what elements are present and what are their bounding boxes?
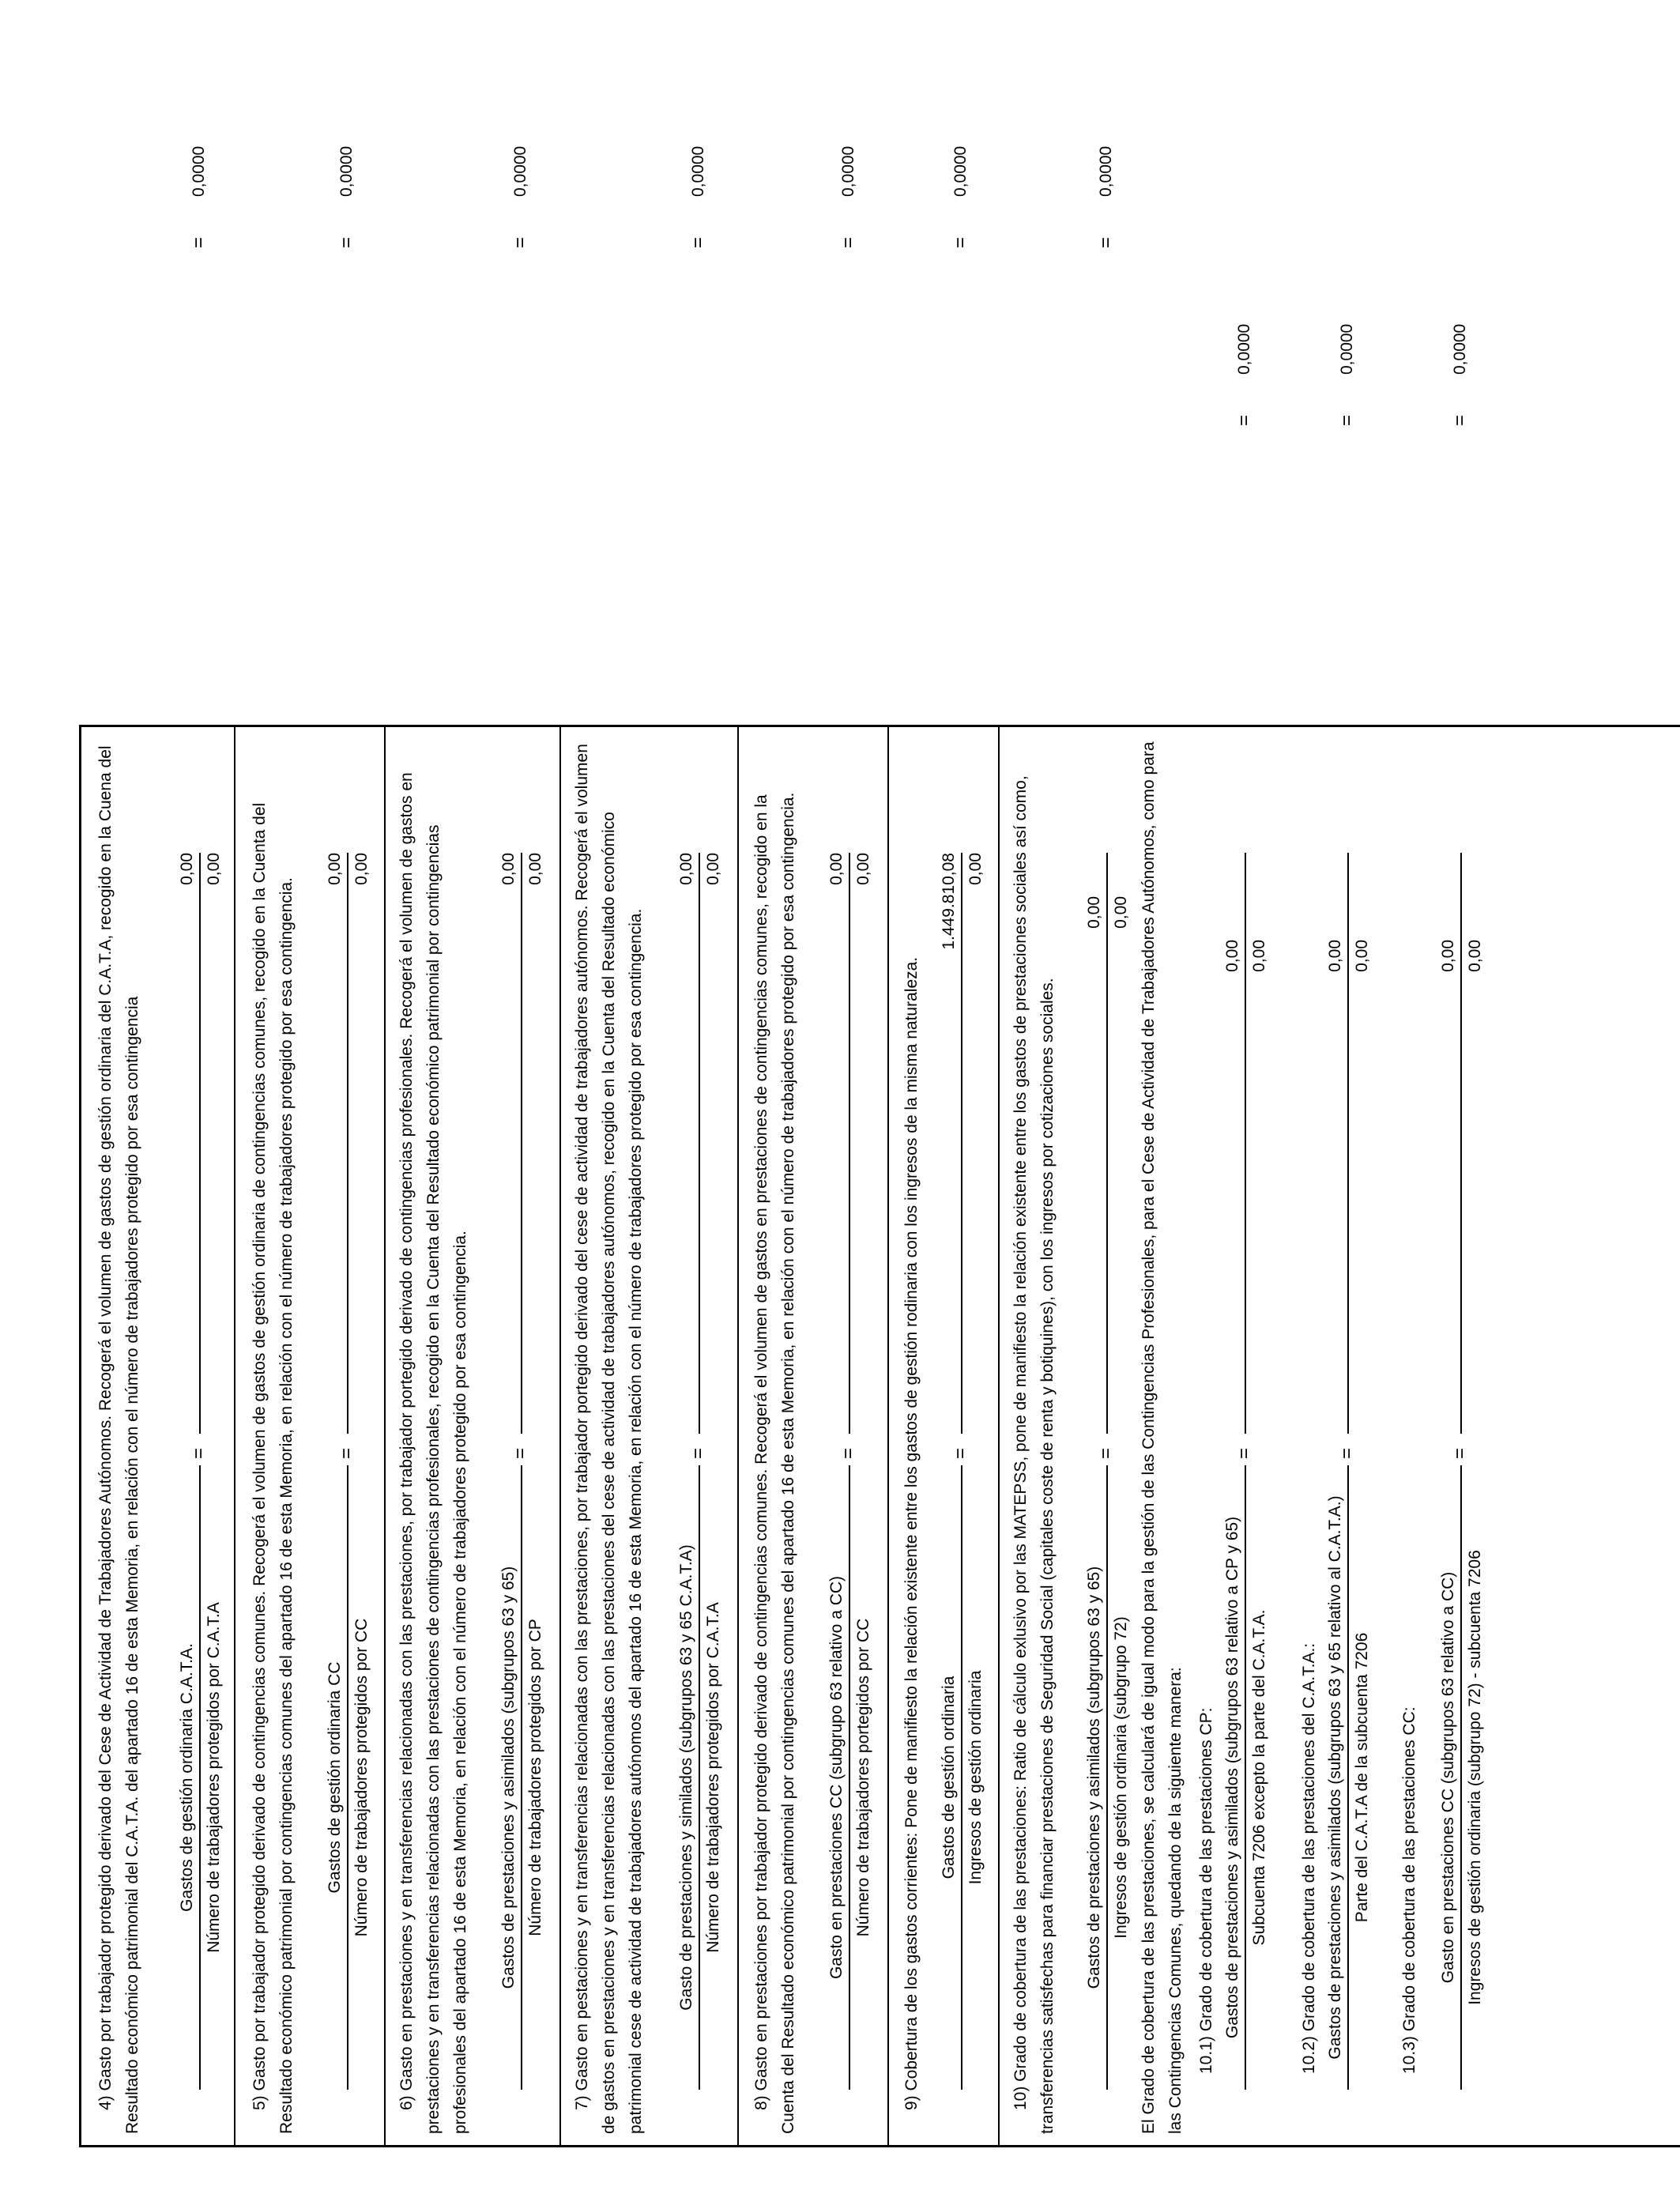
section-10-text: 10) Grado de cobertura de las prestaciones: Ratio de cálculo exlusivo por las MATEPSS, pone de manifiesto la relación existente entre los gastos de prestaciones sociales así como, transferencias satisfechas para financiar prestaciones de Seguridad Social (capitales coste de renta y botiquines), con los ingresos por cotizaciones sociales. <box>1011 775 1057 2134</box>
result-value: 0,0000 <box>839 145 857 197</box>
fraction-line <box>849 1465 850 2090</box>
equals-sign: = <box>1336 414 1358 426</box>
denominator-label: Parte del C.A.T.A de la subcuenta 7206 <box>1353 1632 1371 1923</box>
section-5-text: 5) Gasto por trabajador protegido derivado de contingencias comunes. Recogerá el volumen de gastos de gestión ordinaria de contingencias comunes, recogido en la Cuenta del Resultado económico patrimonial por contingencias comunes del apartado 16 de esta Memoria, en relación con el número de trabajadores protegido por esa contingencia. <box>250 802 296 2134</box>
result-value: 0,0000 <box>689 145 707 197</box>
numerator-label: Gastos de prestaciones y asimilados (subgrupos 63 relativo a CP y 65) <box>1223 1516 1241 2039</box>
result-value: 0,0000 <box>1451 323 1469 375</box>
value-fraction-line <box>199 853 201 1434</box>
denominator-value: 0,00 <box>526 853 544 885</box>
equals-sign: = <box>1449 414 1471 426</box>
denominator-label: Número de trabajadores protegidos por CP <box>526 1619 544 1936</box>
fraction-line <box>521 1465 522 2090</box>
denominator-label: Subcuenta 7206 excepto la parte del C.A.T.A. <box>1250 1609 1268 1946</box>
denominator-label: Ingresos de gestión ordinaria (subgrupo 72) <box>1112 1616 1130 1939</box>
section-7 <box>561 145 739 2145</box>
fraction-line <box>961 1465 962 2090</box>
section-6-text: 6) Gasto en prestaciones y en transferencias relacionadas con las prestaciones, por trabajador portegido derivado de contingencias profesionales. Recogerá el volumen de gastos en prestaciones y en transferencias relacionadas con las prestaciones de contingencias profesionales, recogido en la Cuenta del Resultado económico patrimonial por contingencias profesionales del apartado 16 de esta Memoria, en relación con el número de trabajadores protegido por esa contingencia. <box>397 772 469 2134</box>
equals-sign: = <box>950 236 971 248</box>
numerator-label: Gastos de gestión ordinaria <box>940 1676 958 1879</box>
equals-sign: = <box>838 1447 859 1459</box>
equals-sign: = <box>336 1447 357 1459</box>
section-8-text: 8) Gasto en prestaciones por trabajador protegido derivado de contingencias comunes. Recogerá el volumen de gastos en prestaciones de contingencias comunes, recogido en la Cuenta del Resultado económico patrimonial por contingencias comunes del apartado 16 de esta Memoria, en relación con el número de trabajadores protegido por esa contingencia. <box>752 792 797 2134</box>
numerator-label: Gastos de gestión ordinaria C.A.T.A. <box>178 1643 196 1912</box>
numerator-label: Gasto en prestaciones CC (subgrupos 63 relativo a CC) <box>1439 1571 1457 1984</box>
numerator-label: Gastos de prestaciones y asimilados (subgrupos 63 y 65) <box>1085 1566 1103 1989</box>
equals-sign: = <box>950 1447 971 1459</box>
result-value: 0,0000 <box>1235 323 1253 375</box>
value-fraction-line <box>347 853 348 1434</box>
result-value: 0,0000 <box>511 145 529 197</box>
section-9-text: 9) Cobertura de los gastos corrientes: Pone de manifiesto la relación existente entre los gastos de gestión rodinaria con los ingresos de la misma naturaleza. <box>902 956 921 2110</box>
equals-sign: = <box>687 1447 709 1459</box>
value-fraction-line <box>1106 853 1108 1434</box>
denominator-label: Número de trabajadores protegidos por C.A.T.A <box>704 1602 722 1953</box>
denominator-value: 0,00 <box>1250 940 1268 972</box>
denominator-value: 0,00 <box>1466 940 1484 972</box>
section-6 <box>386 145 561 2145</box>
fraction-line <box>1460 1465 1462 2090</box>
numerator-value: 0,00 <box>1085 896 1103 929</box>
numerator-label: Gastos de prestaciones y asimilados (subgrupos 63 y 65) <box>499 1566 518 1989</box>
equals-sign: = <box>336 236 357 248</box>
subsection-10-1-heading: 10.1) Grado de cobertura de las prestaciones CP: <box>1197 1707 1215 2074</box>
numerator-value: 0,00 <box>827 853 846 885</box>
numerator-label: Gastos de prestaciones y asimilados (subgrupos 63 y 65 relativo al C.A.T.A.) <box>1326 1495 1344 2060</box>
fraction-line <box>347 1465 348 2090</box>
equals-sign: = <box>510 1447 531 1459</box>
subsection-10-2-heading: 10.2) Grado de cobertura de las prestaciones del C.A.T.A.: <box>1300 1642 1318 2074</box>
denominator-label: Número de trabajadores protegidos por CC <box>352 1618 371 1937</box>
denominator-value: 0,00 <box>704 853 722 885</box>
denominator-value: 0,00 <box>854 853 872 885</box>
section-4-text: 4) Gasto por trabajador protegido derivado del Cese de Actividad de Trabajadores Autónomos. Recogerá el volumen de gastos de gestión ordinaria del C.A.T.A, recogido en la Cuena del Resultado económico patrimonial del C.A.T.A. del apartado 16 de esta Memoria, en relación con el número de trabajadores protegido por esa contingencia <box>96 745 141 2134</box>
result-value: 0,0000 <box>190 145 208 197</box>
numerator-value: 0,00 <box>1439 940 1457 972</box>
section-5 <box>235 145 386 2145</box>
fraction-line <box>1106 1465 1108 2090</box>
equals-sign: = <box>188 236 209 248</box>
document-frame <box>79 145 1680 2147</box>
fraction-line <box>1245 1465 1246 2090</box>
result-value: 0,0000 <box>1338 323 1356 375</box>
numerator-value: 0,00 <box>1223 940 1241 972</box>
numerator-label: Gasto de prestaciones y similados (subgrupos 63 y 65 C.A.T.A) <box>677 1544 695 2011</box>
equals-sign: = <box>687 236 709 248</box>
result-value: 0,0000 <box>951 145 970 197</box>
equals-sign: = <box>1234 414 1255 426</box>
value-fraction-line <box>1460 853 1462 1434</box>
denominator-value: 0,00 <box>1112 896 1130 929</box>
subsection-10-3-heading: 10.3) Grado de cobertura de las prestaciones CC: <box>1400 1706 1418 2074</box>
section-7-text: 7) Gasto en pestaciones y en transferencias relacionadas con las prestaciones, por trabajador portegido derivado del cese de actividad de trabajadores autónomos. Recogerá el volumen de gastos en prestaciones y en transferencias relacionadas con las prestaciones del cese de actividad de trabajadores autónomos, recogido en la Cuenta del Resultado económico patrimonial cese de actividad de trabajadores autónomos del apartado 16 de esta Memoria, en relación con el número de trabajadores protegido por esa contingencia. <box>573 744 645 2134</box>
equals-sign: = <box>188 1447 209 1459</box>
numerator-value: 1.449.810,08 <box>940 853 958 950</box>
fraction-line <box>1347 1465 1349 2090</box>
result-value: 0,0000 <box>1097 145 1115 197</box>
equals-sign: = <box>1234 1447 1255 1459</box>
equals-sign: = <box>1336 1447 1358 1459</box>
numerator-value: 0,00 <box>1326 940 1344 972</box>
value-fraction-line <box>849 853 850 1434</box>
numerator-label: Gastos de gestión ordinaria CC <box>326 1661 344 1894</box>
denominator-value: 0,00 <box>966 853 985 885</box>
equals-sign: = <box>1095 236 1117 248</box>
section-8 <box>739 145 889 2145</box>
result-value: 0,0000 <box>337 145 356 197</box>
equals-sign: = <box>1449 1447 1471 1459</box>
section-10-intro: El Grado de cobertura de las prestaciones, se calculará de igual modo para la gestión de las Contingencias Profesionales, para el Cese de Actividad de Trabajadores Autónomos, como para las Contingencias Comunes, quedando de la siguiente manera: <box>1139 741 1185 2134</box>
numerator-label: Gasto en prestaciones CC (subgrupo 63 relativo a CC) <box>827 1575 846 1980</box>
denominator-label: Número de trabajadores portegidos por CC <box>854 1618 872 1937</box>
denominator-label: Número de trabajadores protegidos por C.A.T.A <box>205 1602 223 1953</box>
equals-sign: = <box>510 236 531 248</box>
equals-sign: = <box>838 236 859 248</box>
section-9 <box>889 145 1000 2145</box>
numerator-value: 0,00 <box>326 853 344 885</box>
value-fraction-line <box>961 853 962 1434</box>
denominator-value: 0,00 <box>1353 940 1371 972</box>
equals-sign: = <box>1095 1447 1117 1459</box>
denominator-label: Ingresos de gestión ordinaria (subgrupo 72) - subcuenta 7206 <box>1466 1550 1484 2005</box>
fraction-line <box>199 1465 201 2090</box>
denominator-label: Ingresos de gestión ordinaria <box>966 1670 985 1885</box>
numerator-value: 0,00 <box>499 853 518 885</box>
fraction-line <box>699 1465 700 2090</box>
numerator-value: 0,00 <box>677 853 695 885</box>
value-fraction-line <box>521 853 522 1434</box>
numerator-value: 0,00 <box>178 853 196 885</box>
section-4 <box>81 145 235 2145</box>
value-fraction-line <box>699 853 700 1434</box>
value-fraction-line <box>1347 853 1349 1434</box>
section-10 <box>1000 145 1497 2145</box>
denominator-value: 0,00 <box>205 853 223 885</box>
value-fraction-line <box>1245 853 1246 1434</box>
denominator-value: 0,00 <box>352 853 371 885</box>
